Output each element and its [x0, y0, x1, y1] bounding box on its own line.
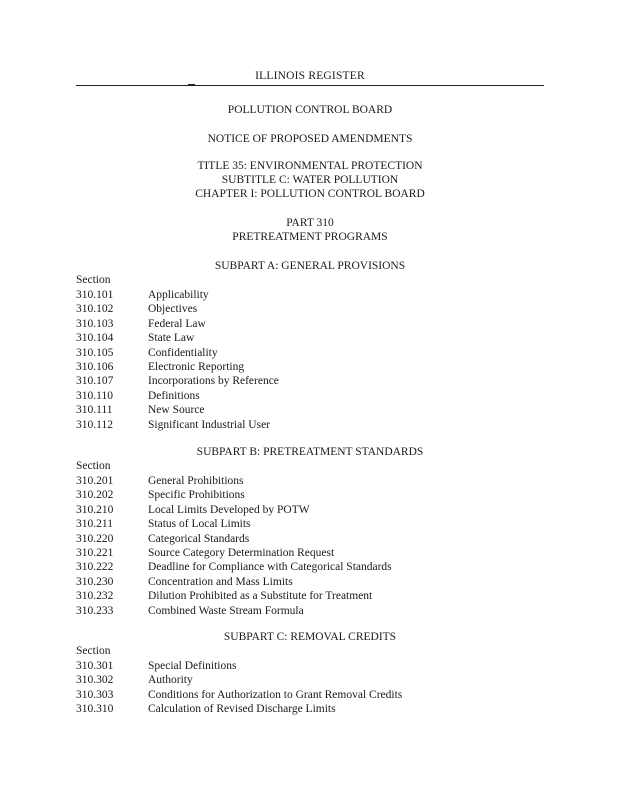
section-title: Source Category Determination Request	[148, 546, 335, 559]
section-entry	[76, 403, 279, 417]
chapter-line: CHAPTER I: POLLUTION CONTROL BOARD	[195, 188, 425, 200]
section-title: Applicability	[148, 289, 209, 301]
section-entry	[76, 389, 279, 403]
header-rule	[76, 85, 544, 86]
section-number: 310.230	[76, 575, 114, 588]
section-entry	[76, 360, 279, 374]
section-title: Definitions	[148, 389, 200, 402]
section-entry	[76, 302, 279, 316]
section-entry	[76, 659, 402, 673]
subtitle-line: SUBTITLE C: WATER POLLUTION	[221, 174, 399, 186]
section-title: Significant Industrial User	[148, 418, 271, 431]
section-number: 310.302	[76, 674, 114, 687]
section-title: Dilution Prohibited as a Substitute for Treatment	[148, 590, 373, 603]
subpart-c-section-label: Section	[76, 645, 111, 657]
section-number: 310.221	[76, 546, 114, 559]
subpart-b-section-list	[76, 474, 392, 618]
section-title: Federal Law	[148, 317, 206, 330]
section-title: State Law	[148, 332, 195, 345]
section-entry	[76, 374, 279, 388]
section-title: Special Definitions	[148, 660, 237, 672]
subpart-a-heading: SUBPART A: GENERAL PROVISIONS	[214, 260, 406, 272]
notice-heading: NOTICE OF PROPOSED AMENDMENTS	[207, 133, 413, 145]
title-line: TITLE 35: ENVIRONMENTAL PROTECTION	[197, 160, 423, 172]
section-entry	[76, 288, 279, 302]
section-title: Local Limits Developed by POTW	[148, 503, 310, 516]
section-number: 310.303	[76, 688, 114, 701]
section-title: Objectives	[148, 303, 198, 316]
section-entry	[76, 532, 392, 546]
section-number: 310.111	[76, 404, 113, 417]
section-number: 310.201	[76, 475, 114, 487]
part-name: PRETREATMENT PROGRAMS	[232, 231, 388, 243]
section-title: Status of Local Limits	[148, 518, 251, 531]
section-entry	[76, 346, 279, 360]
header-rule-mark	[188, 84, 195, 86]
section-number: 310.222	[76, 561, 114, 574]
section-title: Calculation of Revised Discharge Limits	[148, 703, 336, 716]
section-entry	[76, 575, 392, 589]
section-entry	[76, 517, 392, 531]
section-number: 310.104	[76, 332, 114, 345]
section-title: Concentration and Mass Limits	[148, 575, 293, 588]
subpart-c-section-list	[76, 659, 402, 717]
section-title: Specific Prohibitions	[148, 489, 245, 502]
section-number: 310.301	[76, 660, 114, 672]
section-title: Authority	[148, 674, 193, 687]
running-header	[76, 70, 544, 88]
section-title: Combined Waste Stream Formula	[148, 604, 304, 617]
section-number: 310.233	[76, 604, 114, 617]
subpart-b-heading: SUBPART B: PRETREATMENT STANDARDS	[196, 446, 424, 458]
section-title: General Prohibitions	[148, 475, 244, 487]
subpart-a-section-label: Section	[76, 274, 111, 286]
section-number: 310.202	[76, 489, 114, 502]
section-entry	[76, 317, 279, 331]
section-title: Confidentiality	[148, 346, 218, 359]
section-entry	[76, 604, 392, 618]
subpart-a-section-list	[76, 288, 279, 432]
register-title: ILLINOIS REGISTER	[255, 70, 365, 82]
section-title: Electronic Reporting	[148, 360, 245, 373]
section-entry	[76, 688, 402, 702]
section-number: 310.105	[76, 346, 114, 359]
section-number: 310.112	[76, 418, 113, 431]
section-entry	[76, 488, 392, 502]
section-number: 310.102	[76, 303, 114, 316]
section-number: 310.232	[76, 590, 114, 603]
section-number: 310.210	[76, 503, 114, 516]
section-number: 310.106	[76, 360, 114, 373]
section-entry	[76, 474, 392, 488]
section-number: 310.110	[76, 389, 113, 402]
subpart-b-section-label: Section	[76, 460, 111, 472]
section-number: 310.211	[76, 518, 113, 531]
section-title: Incorporations by Reference	[148, 375, 279, 388]
section-number: 310.310	[76, 703, 114, 716]
section-entry	[76, 702, 402, 716]
section-entry	[76, 546, 392, 560]
section-entry	[76, 331, 279, 345]
subpart-c-heading: SUBPART C: REMOVAL CREDITS	[223, 631, 397, 643]
section-number: 310.107	[76, 375, 114, 388]
section-number: 310.220	[76, 532, 114, 545]
section-title: Categorical Standards	[148, 532, 250, 545]
section-entry	[76, 589, 392, 603]
board-name: POLLUTION CONTROL BOARD	[227, 104, 393, 116]
section-entry	[76, 418, 279, 432]
section-title: Deadline for Compliance with Categorical Standards	[148, 561, 392, 574]
section-title: New Source	[148, 404, 205, 417]
section-entry	[76, 560, 392, 574]
section-title: Conditions for Authorization to Grant Removal Credits	[148, 688, 403, 701]
section-entry	[76, 503, 392, 517]
part-number: PART 310	[286, 217, 334, 229]
section-number: 310.103	[76, 317, 114, 330]
section-number: 310.101	[76, 289, 114, 301]
section-entry	[76, 673, 402, 687]
